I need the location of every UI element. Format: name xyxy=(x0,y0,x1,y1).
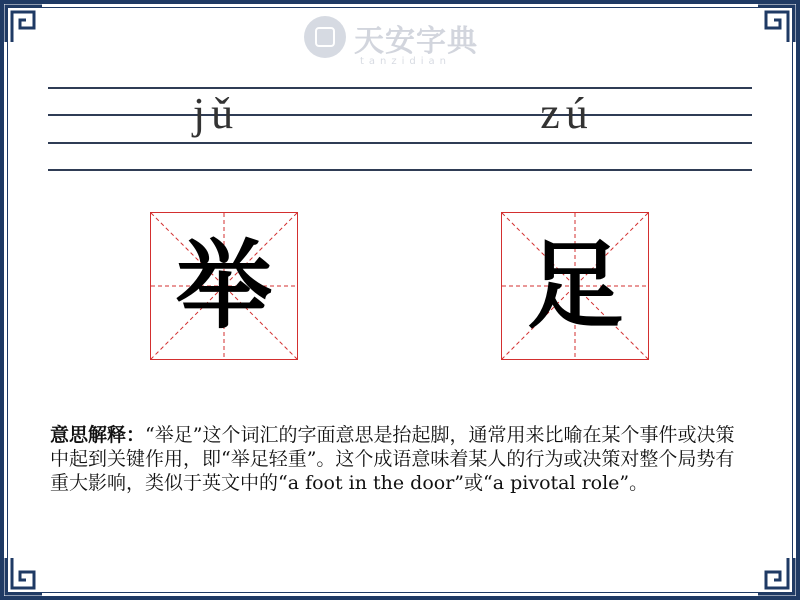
explanation-separator: ： xyxy=(126,424,146,446)
logo-title: 天安字典 xyxy=(354,24,478,59)
logo-seal-icon xyxy=(304,16,346,58)
character-grid-zu xyxy=(501,212,649,360)
character-grid-ju xyxy=(150,212,298,360)
explanation-label: 意思解释 xyxy=(50,424,127,446)
site-logo xyxy=(300,14,500,70)
explanation-text: “举足”这个词汇的字面意思是抬起脚，通常用来比喻在某个事件或决策中起到关键作用，即“举足轻重”。这个成语意味着某人的行为或决策对整个局势有重大影响，类似于英文中的“a foot in the door”或“a pivotal role”。 xyxy=(50,424,735,494)
character-ju: 举 xyxy=(176,229,272,342)
pinyin-ju: jǔ xyxy=(192,89,240,138)
corner-ornament-top-right xyxy=(756,4,796,44)
corner-ornament-top-left xyxy=(4,4,44,44)
character-zu: 足 xyxy=(527,229,623,342)
pinyin-zu: zú xyxy=(540,89,594,138)
meaning-explanation xyxy=(50,423,750,495)
corner-ornament-bottom-left xyxy=(4,556,44,596)
corner-ornament-bottom-right xyxy=(756,556,796,596)
logo-subtitle: tanzidian xyxy=(360,56,452,67)
